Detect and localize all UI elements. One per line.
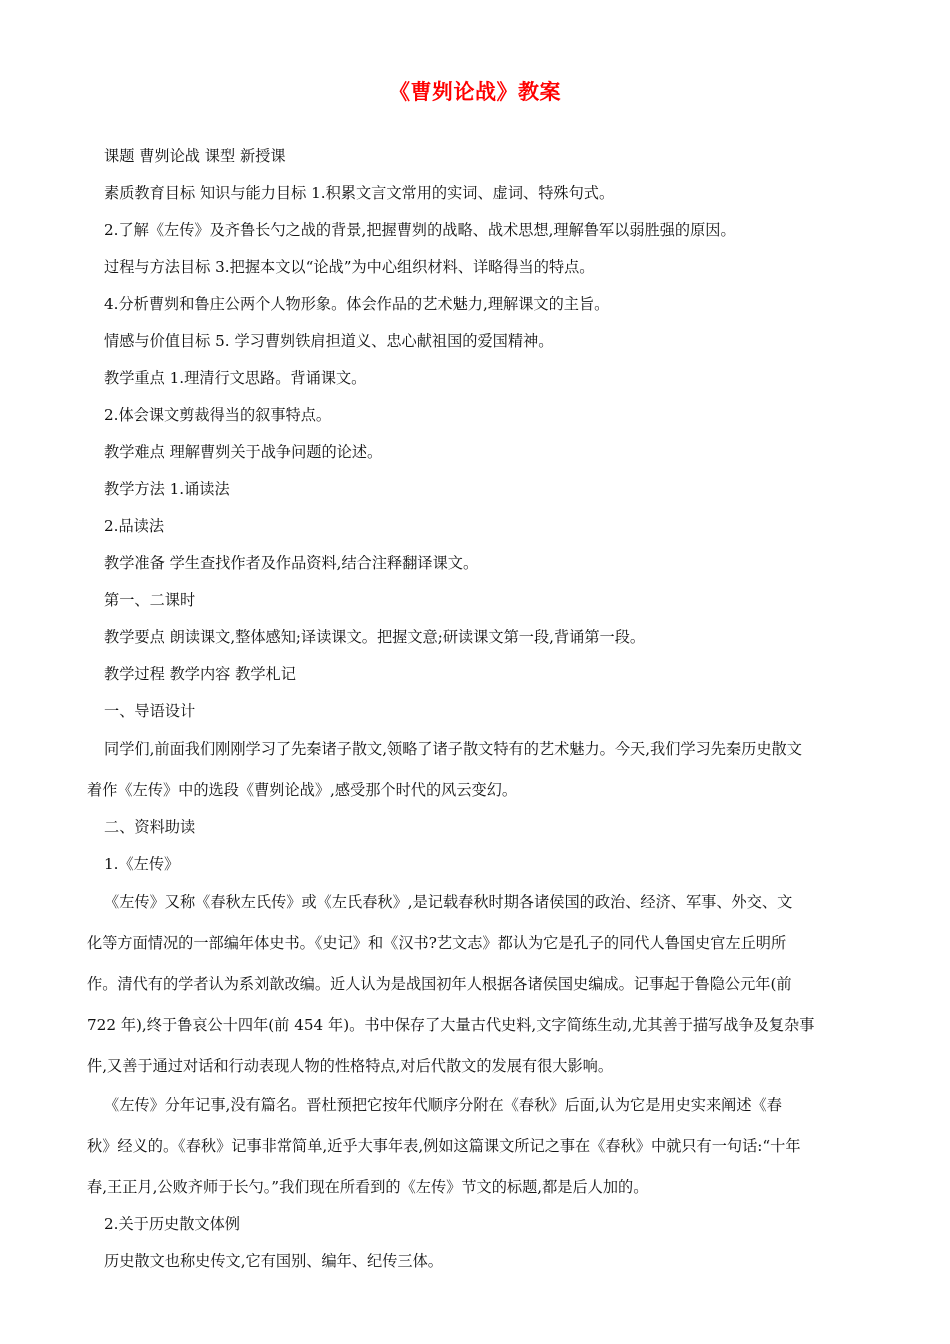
text-line: 教学准备 学生查找作者及作品资料,结合注释翻译课文。 (104, 554, 479, 572)
paragraph-line: 着作《左传》中的选段《曹刿论战》,感受那个时代的风云变幻。 (87, 781, 518, 799)
paragraph-line: 722 年),终于鲁哀公十四年(前 454 年)。书中保存了大量古代史料,文字简练生动,尤其善于描写战争及复杂事 (87, 1016, 815, 1034)
text-line: 2.品读法 (104, 517, 165, 535)
paragraph-line: 《左传》又称《春秋左氏传》或《左氏春秋》,是记载春秋时期各诸侯国的政治、经济、军事、外交、文 (104, 893, 793, 911)
document-title: 《曹刿论战》教案 (389, 80, 561, 104)
section-heading: 一、导语设计 (104, 702, 196, 720)
paragraph-line: 化等方面情况的一部编年体史书。《史记》和《汉书?艺文志》都认为它是孔子的同代人鲁国史官左丘明所 (87, 934, 787, 952)
section-heading: 二、资料助读 (104, 818, 196, 836)
paragraph-line: 秋》经义的。《春秋》记事非常简单,近乎大事年表,例如这篇课文所记之事在《春秋》中就只有一句话:“十年 (87, 1137, 801, 1155)
text-line: 教学过程 教学内容 教学札记 (104, 665, 296, 683)
subsection-heading: 1.《左传》 (104, 855, 180, 873)
text-line: 教学重点 1.理清行文思路。背诵课文。 (104, 369, 367, 387)
text-line: 教学方法 1.诵读法 (104, 480, 230, 498)
paragraph-line: 作。清代有的学者认为系刘歆改编。近人认为是战国初年人根据各诸侯国史编成。记事起于鲁隐公元年(前 (87, 975, 792, 993)
text-line: 2.了解《左传》及齐鲁长勺之战的背景,把握曹刿的战略、战术思想,理解鲁军以弱胜强的原因。 (104, 221, 736, 239)
paragraph-line: 历史散文也称史传文,它有国别、编年、纪传三体。 (104, 1252, 443, 1270)
text-line: 第一、二课时 (104, 591, 196, 609)
text-line: 情感与价值目标 5. 学习曹刿铁肩担道义、忠心献祖国的爱国精神。 (104, 332, 554, 350)
text-line: 4.分析曹刿和鲁庄公两个人物形象。体会作品的艺术魅力,理解课文的主旨。 (104, 295, 610, 313)
paragraph-line: 春,王正月,公败齐师于长勺。”我们现在所看到的《左传》节文的标题,都是后人加的。 (87, 1178, 649, 1196)
paragraph-line: 同学们,前面我们刚刚学习了先秦诸子散文,领略了诸子散文特有的艺术魅力。今天,我们学习先秦历史散文 (104, 740, 802, 758)
text-line: 过程与方法目标 3.把握本文以“论战”为中心组织材料、详略得当的特点。 (104, 258, 595, 276)
text-line: 课题 曹刿论战 课型 新授课 (104, 147, 286, 165)
text-line: 2.体会课文剪裁得当的叙事特点。 (104, 406, 332, 424)
paragraph-line: 件,又善于通过对话和行动表现人物的性格特点,对后代散文的发展有很大影响。 (87, 1057, 614, 1075)
paragraph-line: 《左传》分年记事,没有篇名。晋杜预把它按年代顺序分附在《春秋》后面,认为它是用史实来阐述《春 (104, 1096, 782, 1114)
text-line: 教学要点 朗读课文,整体感知;译读课文。把握文意;研读课文第一段,背诵第一段。 (104, 628, 646, 646)
text-line: 素质教育目标 知识与能力目标 1.积累文言文常用的实词、虚词、特殊句式。 (104, 184, 615, 202)
subsection-heading: 2.关于历史散文体例 (104, 1215, 240, 1233)
text-line: 教学难点 理解曹刿关于战争问题的论述。 (104, 443, 383, 461)
